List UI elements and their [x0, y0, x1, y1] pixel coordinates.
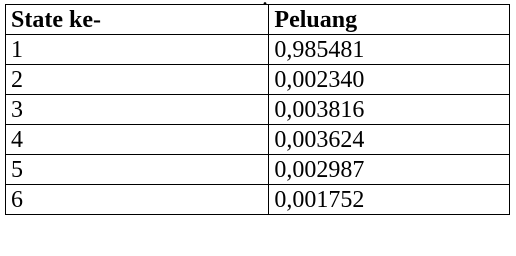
state-cell: 5 — [6, 155, 269, 185]
probability-cell: 0,002987 — [269, 155, 510, 185]
table-row — [6, 155, 510, 185]
table-row — [6, 125, 510, 155]
probability-cell: 0,985481 — [269, 35, 510, 65]
state-cell: 1 — [6, 35, 269, 65]
column-header-peluang: Peluang — [269, 5, 510, 35]
probability-cell: 0,003624 — [269, 125, 510, 155]
table-row — [6, 65, 510, 95]
state-cell: 2 — [6, 65, 269, 95]
probability-table — [5, 4, 510, 215]
table-header-row — [6, 5, 510, 35]
state-cell: 4 — [6, 125, 269, 155]
column-header-state: State ke- — [6, 5, 269, 35]
table-row — [6, 35, 510, 65]
probability-cell: 0,001752 — [269, 185, 510, 215]
table-row — [6, 185, 510, 215]
state-cell: 3 — [6, 95, 269, 125]
state-cell: 6 — [6, 185, 269, 215]
table-row — [6, 95, 510, 125]
probability-cell: 0,002340 — [269, 65, 510, 95]
probability-cell: 0,003816 — [269, 95, 510, 125]
